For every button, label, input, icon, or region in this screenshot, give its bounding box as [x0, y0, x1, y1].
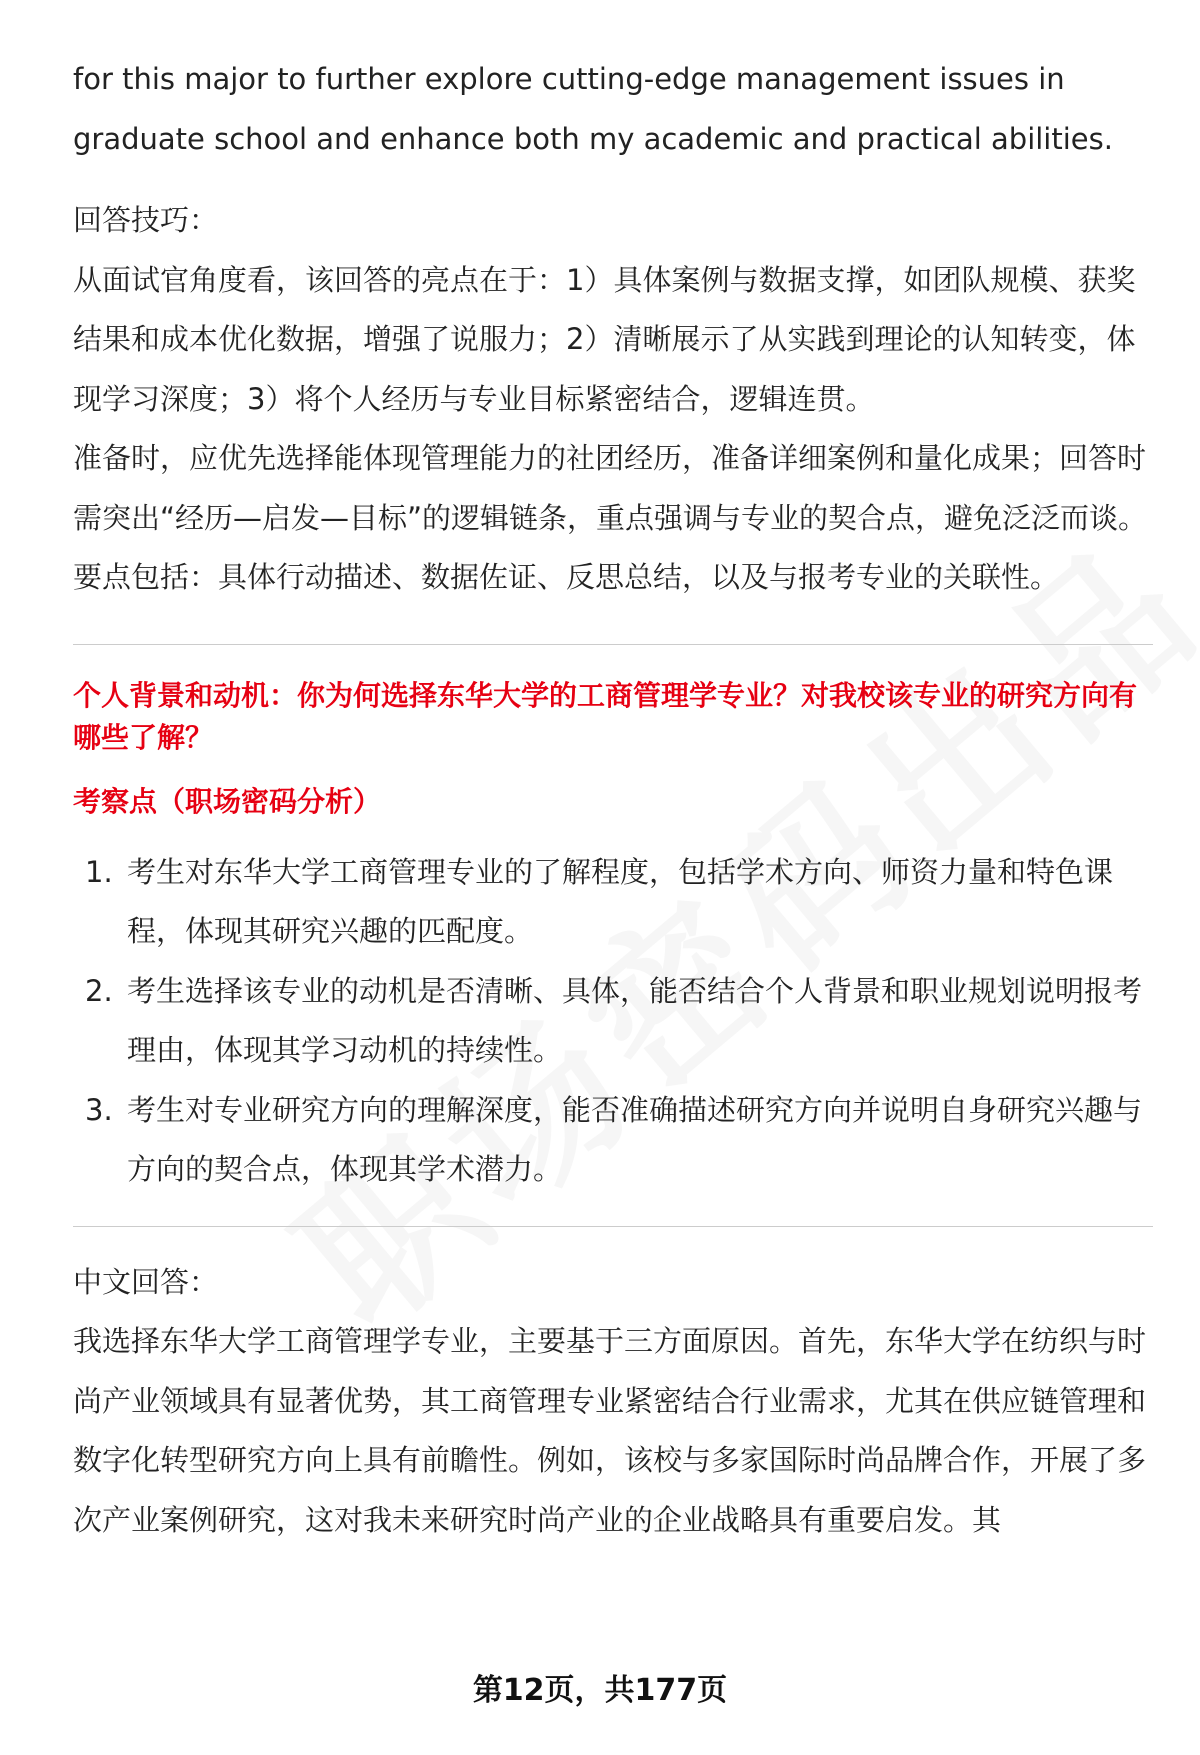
chinese-answer: [73, 1253, 1153, 1551]
interview-question: 个人背景和动机：你为何选择东华大学的工商管理学专业？对我校该专业的研究方向有哪些了解？: [73, 678, 1138, 754]
answer-tips: [73, 191, 1153, 608]
tips-heading: 回答技巧：: [73, 203, 219, 237]
intro-line: graduate school and enhance both my academic and practical abilities.: [73, 121, 1113, 156]
list-text: 考生对东华大学工商管理专业的了解程度，包括学术方向、师资力量和特色课程，体现其研究兴趣的匹配度。: [127, 854, 1114, 948]
page-number: 第12页，共177页: [472, 1673, 728, 1708]
list-text: 考生选择该专业的动机是否清晰、具体，能否结合个人背景和职业规划说明报考理由，体现其学习动机的持续性。: [127, 973, 1143, 1067]
answer-text: 我选择东华大学工商管理学专业，主要基于三方面原因。首先，东华大学在纺织与时尚产业领域具有显著优势，其工商管理专业紧密结合行业需求，尤其在供应链管理和数字化转型研究方向上具有前瞻性。例如，该校与多家国际时尚品牌合作，开展了多次产业案例研究，这对我未来研究时尚产业的企业战略具有重要启发。其: [73, 1324, 1147, 1537]
list-number: 2.: [85, 973, 113, 1008]
list-number: 3.: [85, 1092, 113, 1127]
intro-line: for this major to further explore cutting-edge management issues in: [73, 62, 1065, 96]
list-item: [73, 1081, 1153, 1200]
tips-paragraph: 准备时，应优先选择能体现管理能力的社团经历，准备详细案例和量化成果；回答时需突出“经历—启发—目标”的逻辑链条，重点强调与专业的契合点，避免泛泛而谈。要点包括：具体行动描述、数据佐证、反思总结，以及与报考专业的关联性。: [73, 441, 1148, 594]
analysis-points: [73, 843, 1153, 1200]
answer-heading: 中文回答：: [73, 1264, 219, 1299]
list-item: [73, 962, 1153, 1081]
tips-paragraph: 从面试官角度看，该回答的亮点在于：1）具体案例与数据支撑，如团队规模、获奖结果和成本优化数据，增强了说服力；2）清晰展示了从实践到理论的认知转变，体现学习深度；3）将个人经历与专业目标紧密结合，逻辑连贯。: [73, 262, 1136, 416]
list-text: 考生对专业研究方向的理解深度，能否准确描述研究方向并说明自身研究兴趣与方向的契合点，体现其学术潜力。: [127, 1092, 1143, 1186]
analysis-title: 考察点（职场密码分析）: [73, 784, 382, 818]
list-number: 1.: [85, 854, 113, 889]
page-content: [73, 50, 1153, 1550]
intro-english: [73, 50, 1153, 169]
list-item: [73, 843, 1153, 962]
